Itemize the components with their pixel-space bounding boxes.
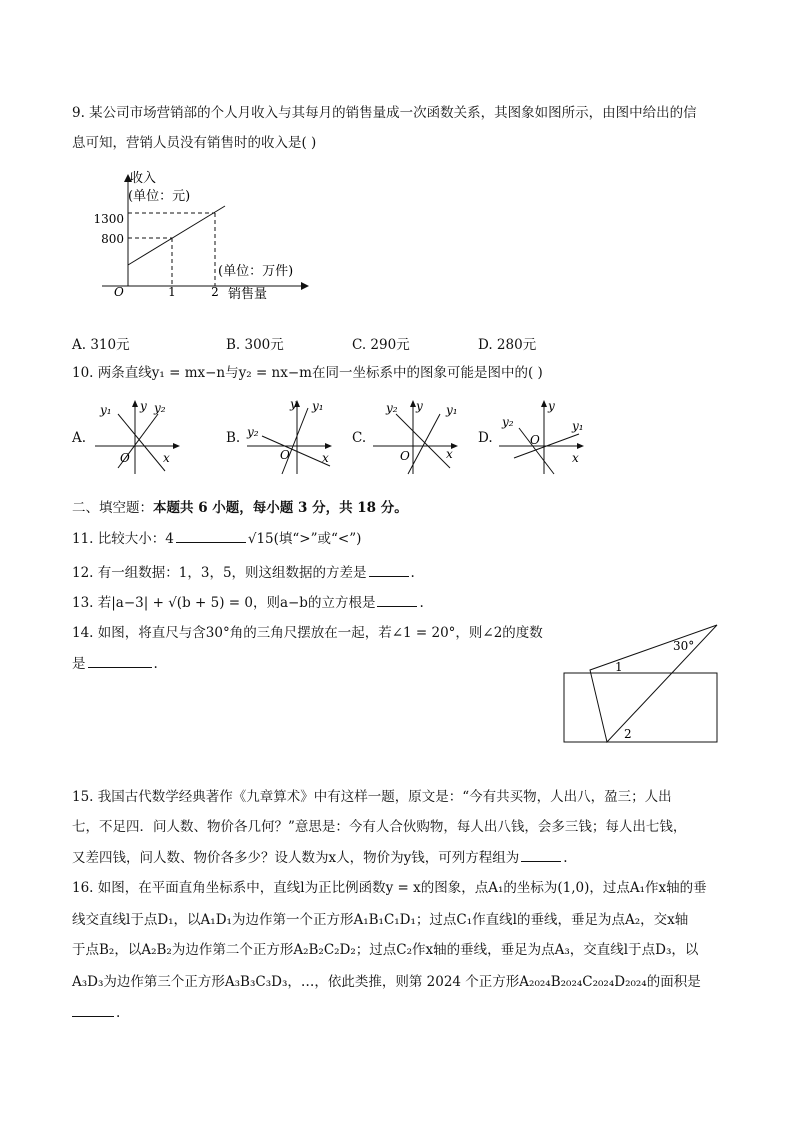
y-tick-1300: 1300 [93, 212, 124, 226]
q13-text-pre: 13. 若|a−3| + √(b + 5) = 0，则a−b的立方根是 [72, 595, 376, 611]
q10-text: 10. 两条直线y₁ = mx−n与y₂ = nx−m在同一坐标系中的图象可能是图中的( ) [72, 365, 543, 381]
q11 [72, 528, 361, 549]
set-square [590, 625, 717, 742]
svg-text:O: O [530, 433, 540, 447]
svg-text:x: x [322, 451, 329, 465]
svg-text:y₁: y₁ [100, 403, 112, 417]
q13-text-post: . [419, 595, 424, 611]
line-y1 [282, 408, 308, 474]
q16-text-line5 [72, 1002, 120, 1023]
q11-text-post: √15(填“>”或“<”) [247, 531, 362, 547]
q9-option-b: B. 300元 [226, 337, 284, 353]
q10-graph-c [368, 396, 468, 476]
q14-ruler-triangle-figure [560, 620, 725, 750]
svg-text:2: 2 [624, 727, 632, 741]
q13 [72, 592, 424, 613]
svg-text:y₁: y₁ [446, 403, 458, 417]
line-y2 [262, 436, 330, 466]
q9-option-d: D. 280元 [478, 337, 537, 353]
q15-text-line3 [72, 847, 568, 868]
x-tick-1: 1 [168, 285, 176, 299]
q9-option-a: A. 310元 [72, 337, 130, 353]
q14-text-line1: 14. 如图，将直尺与含30°角的三角尺摆放在一起，若∠1 = 20°，则∠2的度数 [72, 625, 543, 641]
q9-income-graph [88, 168, 328, 308]
svg-text:y₂: y₂ [386, 401, 398, 415]
svg-text:y₂: y₂ [502, 415, 514, 429]
svg-text:1: 1 [615, 660, 623, 674]
svg-text:y: y [290, 397, 297, 411]
q16-text-line4: A₃D₃为边作第三个正方形A₃B₃C₃D₃，…，依此类推，则第 2024 个正方形A₂₀₂₄B₂₀₂₄C₂₀₂₄D₂₀₂₄的面积是 [72, 974, 701, 990]
q10-option-b-label: B. [226, 430, 241, 446]
q12-text-pre: 12. 有一组数据：1，3，5，则这组数据的方差是 [72, 565, 367, 581]
svg-text:y₂: y₂ [154, 401, 166, 415]
q9-text-line2: 息可知，营销人员没有销售时的收入是( ) [72, 135, 317, 151]
svg-text:y: y [548, 399, 555, 413]
q10-graph-d [494, 396, 594, 476]
origin-label: O [114, 285, 124, 299]
y-unit: (单位：元) [128, 189, 191, 204]
section2-heading [72, 498, 408, 518]
q14-text-pre: 是 [72, 656, 86, 672]
x-title: 销售量 [228, 287, 268, 302]
q14-answer-blank[interactable] [88, 653, 152, 668]
svg-text:x: x [446, 447, 453, 461]
q9-option-c: C. 290元 [352, 337, 410, 353]
q11-answer-blank[interactable] [176, 528, 246, 543]
q16-answer-blank[interactable] [72, 1002, 114, 1017]
income-line [128, 206, 225, 265]
svg-text:O: O [400, 449, 410, 463]
x-unit: (单位：万件) [218, 264, 294, 279]
y-title: 收入 [130, 171, 157, 186]
q9-text-line1: 9. 某公司市场营销部的个人月收入与其每月的销售量成一次函数关系，其图象如图所示，由图中给出的信 [72, 105, 697, 121]
q11-text-pre: 11. 比较大小：4 [72, 531, 174, 547]
q15-text-line1: 15. 我国古代数学经典著作《九章算术》中有这样一题，原文是：“今有共买物，人出八，盈三；人出 [72, 789, 672, 805]
svg-text:y₁: y₁ [572, 419, 584, 433]
q14-text-post: . [153, 656, 158, 672]
q15-answer-blank[interactable] [521, 847, 561, 862]
svg-text:y: y [416, 399, 423, 413]
q15-text-post: . [563, 850, 568, 866]
svg-text:y: y [140, 399, 147, 413]
y-tick-800: 800 [101, 232, 124, 246]
q10-graph-b [242, 396, 342, 476]
q15-text-line2: 七，不足四．问人数、物价各几何？”意思是：今有人合伙购物，每人出八钱，会多三钱；每人出七钱， [72, 819, 687, 835]
q16-text-post: . [116, 1005, 121, 1021]
q10-option-d-label: D. [478, 430, 493, 446]
q12-text-post: . [410, 565, 415, 581]
q10-graph-a [90, 396, 190, 476]
svg-text:O: O [120, 451, 130, 465]
ruler [564, 673, 717, 742]
q16-text-line3: 于点B₂，以A₂B₂为边作第二个正方形A₂B₂C₂D₂；过点C₂作x轴的垂线，垂足为点A₃，交直线l于点D₃，以 [72, 942, 699, 958]
svg-text:y₁: y₁ [312, 399, 324, 413]
svg-text:x: x [572, 451, 579, 465]
q13-answer-blank[interactable] [377, 592, 417, 607]
q16-text-line2: 线交直线l于点D₁，以A₁D₁为边作第一个正方形A₁B₁C₁D₁；过点C₁作直线l的垂线，垂足为点A₂，交x轴 [72, 912, 689, 928]
q10-option-a-label: A. [72, 430, 87, 446]
q15-text-pre: 又差四钱，问人数、物价各多少？设人数为x人，物价为y钱，可列方程组为 [72, 850, 520, 866]
section2-title: 二、填空题： [72, 500, 153, 516]
section2-detail: 本题共 6 小题，每小题 3 分，共 18 分。 [153, 500, 408, 516]
q16-text-line1: 16. 如图，在平面直角坐标系中，直线l为正比例函数y = x的图象，点A₁的坐标为(1,0)，过点A₁作x轴的垂 [72, 880, 707, 896]
q14-text-line2 [72, 653, 158, 674]
q12-answer-blank[interactable] [369, 562, 409, 577]
svg-text:x: x [163, 451, 170, 465]
svg-text:O: O [280, 448, 290, 462]
q10-option-c-label: C. [352, 430, 367, 446]
x-tick-2: 2 [211, 285, 219, 299]
svg-text:y₂: y₂ [247, 425, 259, 439]
svg-text:30°: 30° [673, 639, 695, 653]
x-axis-arrow [301, 282, 309, 290]
q12 [72, 562, 415, 583]
